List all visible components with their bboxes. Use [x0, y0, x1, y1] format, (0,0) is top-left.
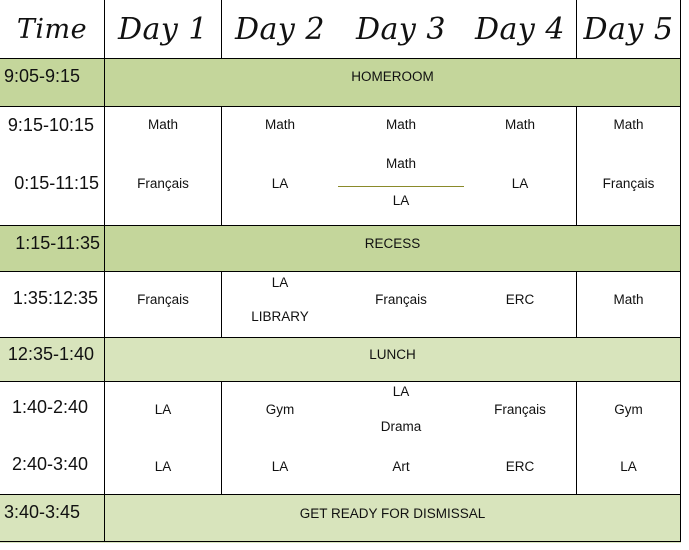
grid-line: [0, 271, 681, 272]
slot4-day1: LA: [154, 401, 172, 417]
header-day-1: Day 1: [117, 12, 208, 47]
slot1-day5: Math: [613, 116, 644, 132]
slot5-day4: ERC: [505, 458, 535, 474]
time-label: 1:35:12:35: [12, 287, 98, 308]
slot2-day1: Français: [137, 175, 189, 191]
slot3-day1: Français: [137, 291, 189, 307]
slot3-day4: ERC: [505, 291, 535, 307]
slot2-day3-top: Math: [385, 155, 416, 171]
slot1-day4: Math: [504, 116, 535, 132]
slot2-day4: LA: [511, 175, 529, 191]
header-day-4: Day 4: [474, 12, 565, 47]
time-label: 1:40-2:40: [11, 396, 88, 417]
slot4-day4: Français: [494, 401, 546, 417]
slot3-day3: Français: [375, 291, 427, 307]
slot1-day3: Math: [385, 116, 416, 132]
time-label: 9:05-9:15: [4, 65, 81, 86]
grid-line: [0, 541, 681, 542]
slot2-day5: Français: [602, 175, 655, 191]
grid-line: [221, 381, 222, 494]
recess-label: RECESS: [364, 235, 421, 251]
slot4-day3-bottom: Drama: [380, 418, 422, 434]
grid-line: [576, 381, 577, 494]
time-label: 2:40-3:40: [11, 453, 88, 474]
slot5-day5: LA: [620, 458, 637, 474]
slot1-day2: Math: [264, 116, 295, 132]
time-label: 1:15-11:35: [15, 232, 100, 253]
time-label: 3:40-3:45: [4, 501, 81, 522]
slot3-day5: Math: [613, 291, 644, 307]
slot2-day2: LA: [271, 175, 289, 191]
slot3-day2-top: LA: [271, 274, 289, 290]
slot4-day3-top: LA: [392, 383, 410, 399]
slot5-day1: LA: [154, 458, 172, 474]
slot3-day2-bottom: LIBRARY: [251, 308, 309, 324]
header-day-3: Day 3: [355, 12, 446, 47]
slot2-day3-bottom: LA: [392, 192, 410, 208]
time-label: 0:15-11:15: [14, 172, 99, 193]
dismissal-label: GET READY FOR DISMISSAL: [299, 505, 486, 521]
slot5-day2: LA: [271, 458, 289, 474]
slot5-day3: Art: [392, 458, 410, 474]
slot1-day1: Math: [147, 116, 178, 132]
slot2-day3-divider: [338, 186, 464, 187]
time-label: 9:15-10:15: [7, 114, 94, 135]
time-label: 12:35-1:40: [7, 343, 94, 364]
grid-line: [680, 0, 681, 542]
lunch-label: LUNCH: [369, 346, 416, 362]
slot4-day2: Gym: [265, 401, 295, 417]
slot4-day5: Gym: [614, 401, 643, 417]
homeroom-label: HOMEROOM: [351, 69, 434, 84]
header-time: Time: [16, 14, 88, 45]
header-day-5: Day 5: [583, 12, 674, 47]
header-day-2: Day 2: [234, 12, 325, 47]
